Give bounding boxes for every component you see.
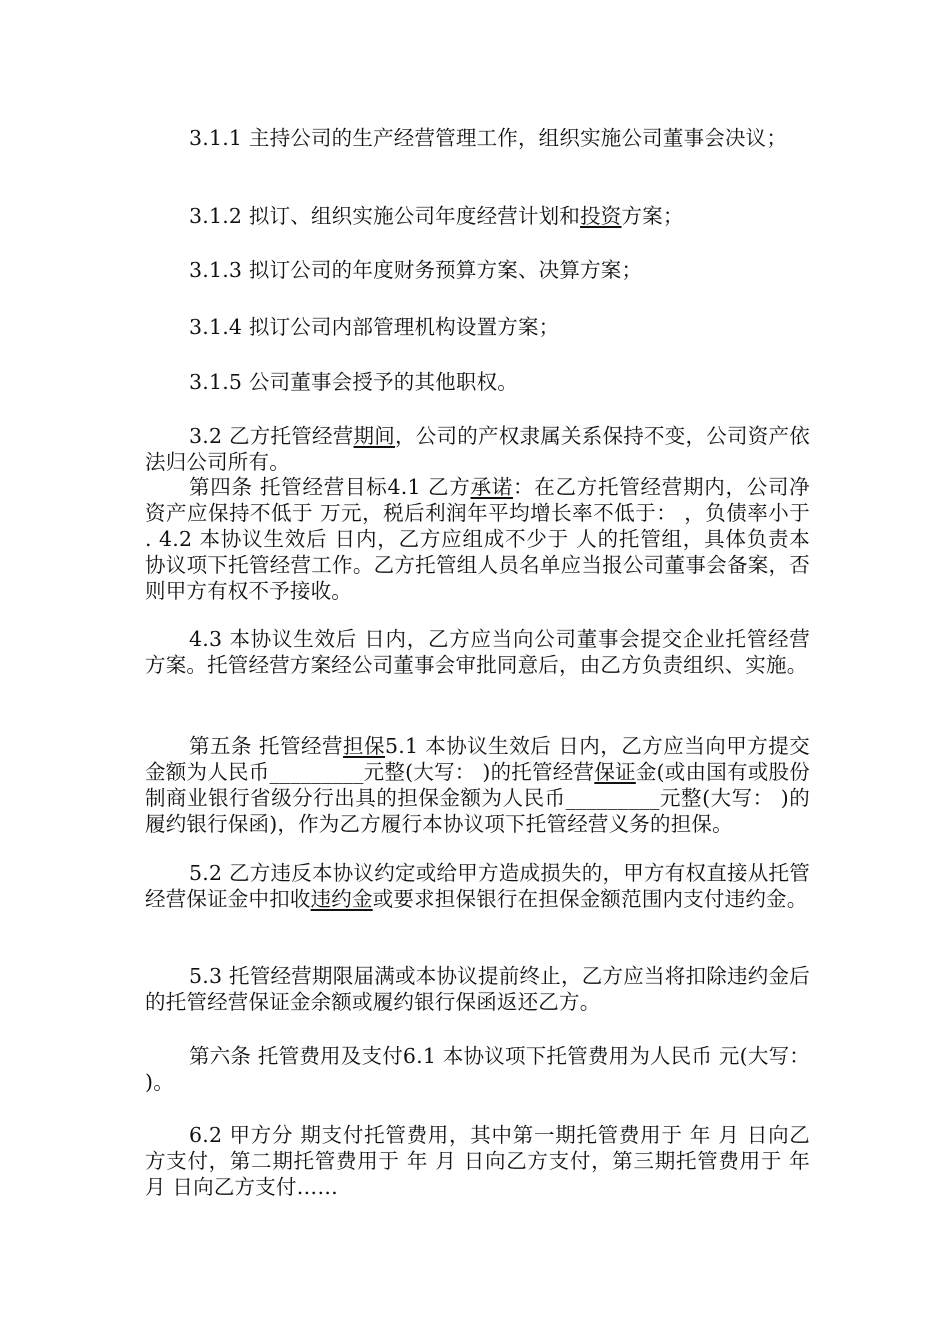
paragraph-3-1-3	[145, 257, 810, 283]
text-run: 3.2 乙方托管经营	[189, 424, 354, 448]
paragraph-3-1-1	[145, 125, 810, 151]
text-run: 5.2 乙方违反本协议约定或给甲方造成损失的，甲方有权直接从托管经营保证金中扣收	[145, 861, 810, 911]
text-run: 第四条 托管经营目标4.1 乙方	[189, 475, 471, 499]
paragraph-3-1-4	[145, 314, 810, 340]
paragraph-5-2	[145, 860, 810, 912]
paragraph-3-1-2	[145, 203, 810, 229]
underlined-term: 保证	[594, 760, 636, 784]
text-run: 5.3 托管经营期限届满或本协议提前终止，乙方应当将扣除违约金后的托管经营保证金余额或履约银行保函返还乙方。	[145, 964, 810, 1014]
text-run: 3.1.5 公司董事会授予的其他职权。	[189, 370, 518, 394]
underlined-term: 担保	[343, 734, 386, 758]
text-run: 3.1.4 拟订公司内部管理机构设置方案；	[189, 315, 560, 339]
text-run: 第五条 托管经营	[189, 734, 344, 758]
text-run: 4.3 本协议生效后 日内，乙方应当向公司董事会提交企业托管经营方案。托管经营方案经公司董事会审批同意后，由乙方负责组织、实施。	[145, 627, 810, 677]
paragraph-article-5	[145, 733, 810, 837]
paragraph-5-3	[145, 963, 810, 1015]
paragraph-3-2	[145, 423, 810, 475]
text-run: 3.1.2 拟订、组织实施公司年度经营计划和	[189, 204, 581, 228]
paragraph-6-2	[145, 1122, 810, 1200]
text-run: 3.1.3 拟订公司的年度财务预算方案、决算方案；	[189, 258, 643, 282]
paragraph-article-4	[145, 474, 810, 604]
text-run: 方案；	[621, 204, 684, 228]
underlined-term: 投资	[580, 204, 622, 228]
text-run: ：在乙方托管经营期内，公司净资产应保持不低于 万元，税后利润年平均增长率不低于： ，负债率小于 . 4.2 本协议生效后 日内，乙方应组成不少于 人的托管组，具体负责本协议项下托管经营工作。乙方托管组人员名单应当报公司董事会备案，否则甲方有权不予接收。	[145, 475, 810, 603]
text-run: ，公司的产权隶属关系保持不变，公司资产依法归公司所有。	[145, 424, 811, 474]
text-run: 6.2 甲方分 期支付托管费用，其中第一期托管费用于 年 月 日向乙方支付，第二期托管费用于 年 月 日向乙方支付，第三期托管费用于 年 月 日向乙方支付……	[145, 1123, 810, 1199]
text-run: 金(或由国有或股份制商业银行省级分行出具的担保金额为人民币_________元整(大写： )的履约银行保函)，作为乙方履行本协议项下托管经营义务的担保。	[145, 760, 810, 836]
text-run: 或要求担保银行在担保金额范围内支付违约金。	[372, 887, 808, 911]
text-run: 第六条 托管费用及支付6.1 本协议项下托管费用为人民币 元(大写： )。	[145, 1044, 810, 1094]
paragraph-article-6	[145, 1043, 810, 1095]
text-run: 3.1.1 主持公司的生产经营管理工作，组织实施公司董事会决议；	[189, 126, 788, 150]
paragraph-3-1-5	[145, 369, 810, 395]
paragraph-4-3	[145, 626, 810, 678]
underlined-term: 承诺	[470, 475, 514, 499]
text-run: 5.1 本协议生效后 日内，乙方应当向甲方提交金额为人民币_________元整(大写： )的托管经营	[145, 734, 811, 784]
underlined-term: 违约金	[310, 887, 373, 911]
underlined-term: 期间	[353, 424, 396, 448]
